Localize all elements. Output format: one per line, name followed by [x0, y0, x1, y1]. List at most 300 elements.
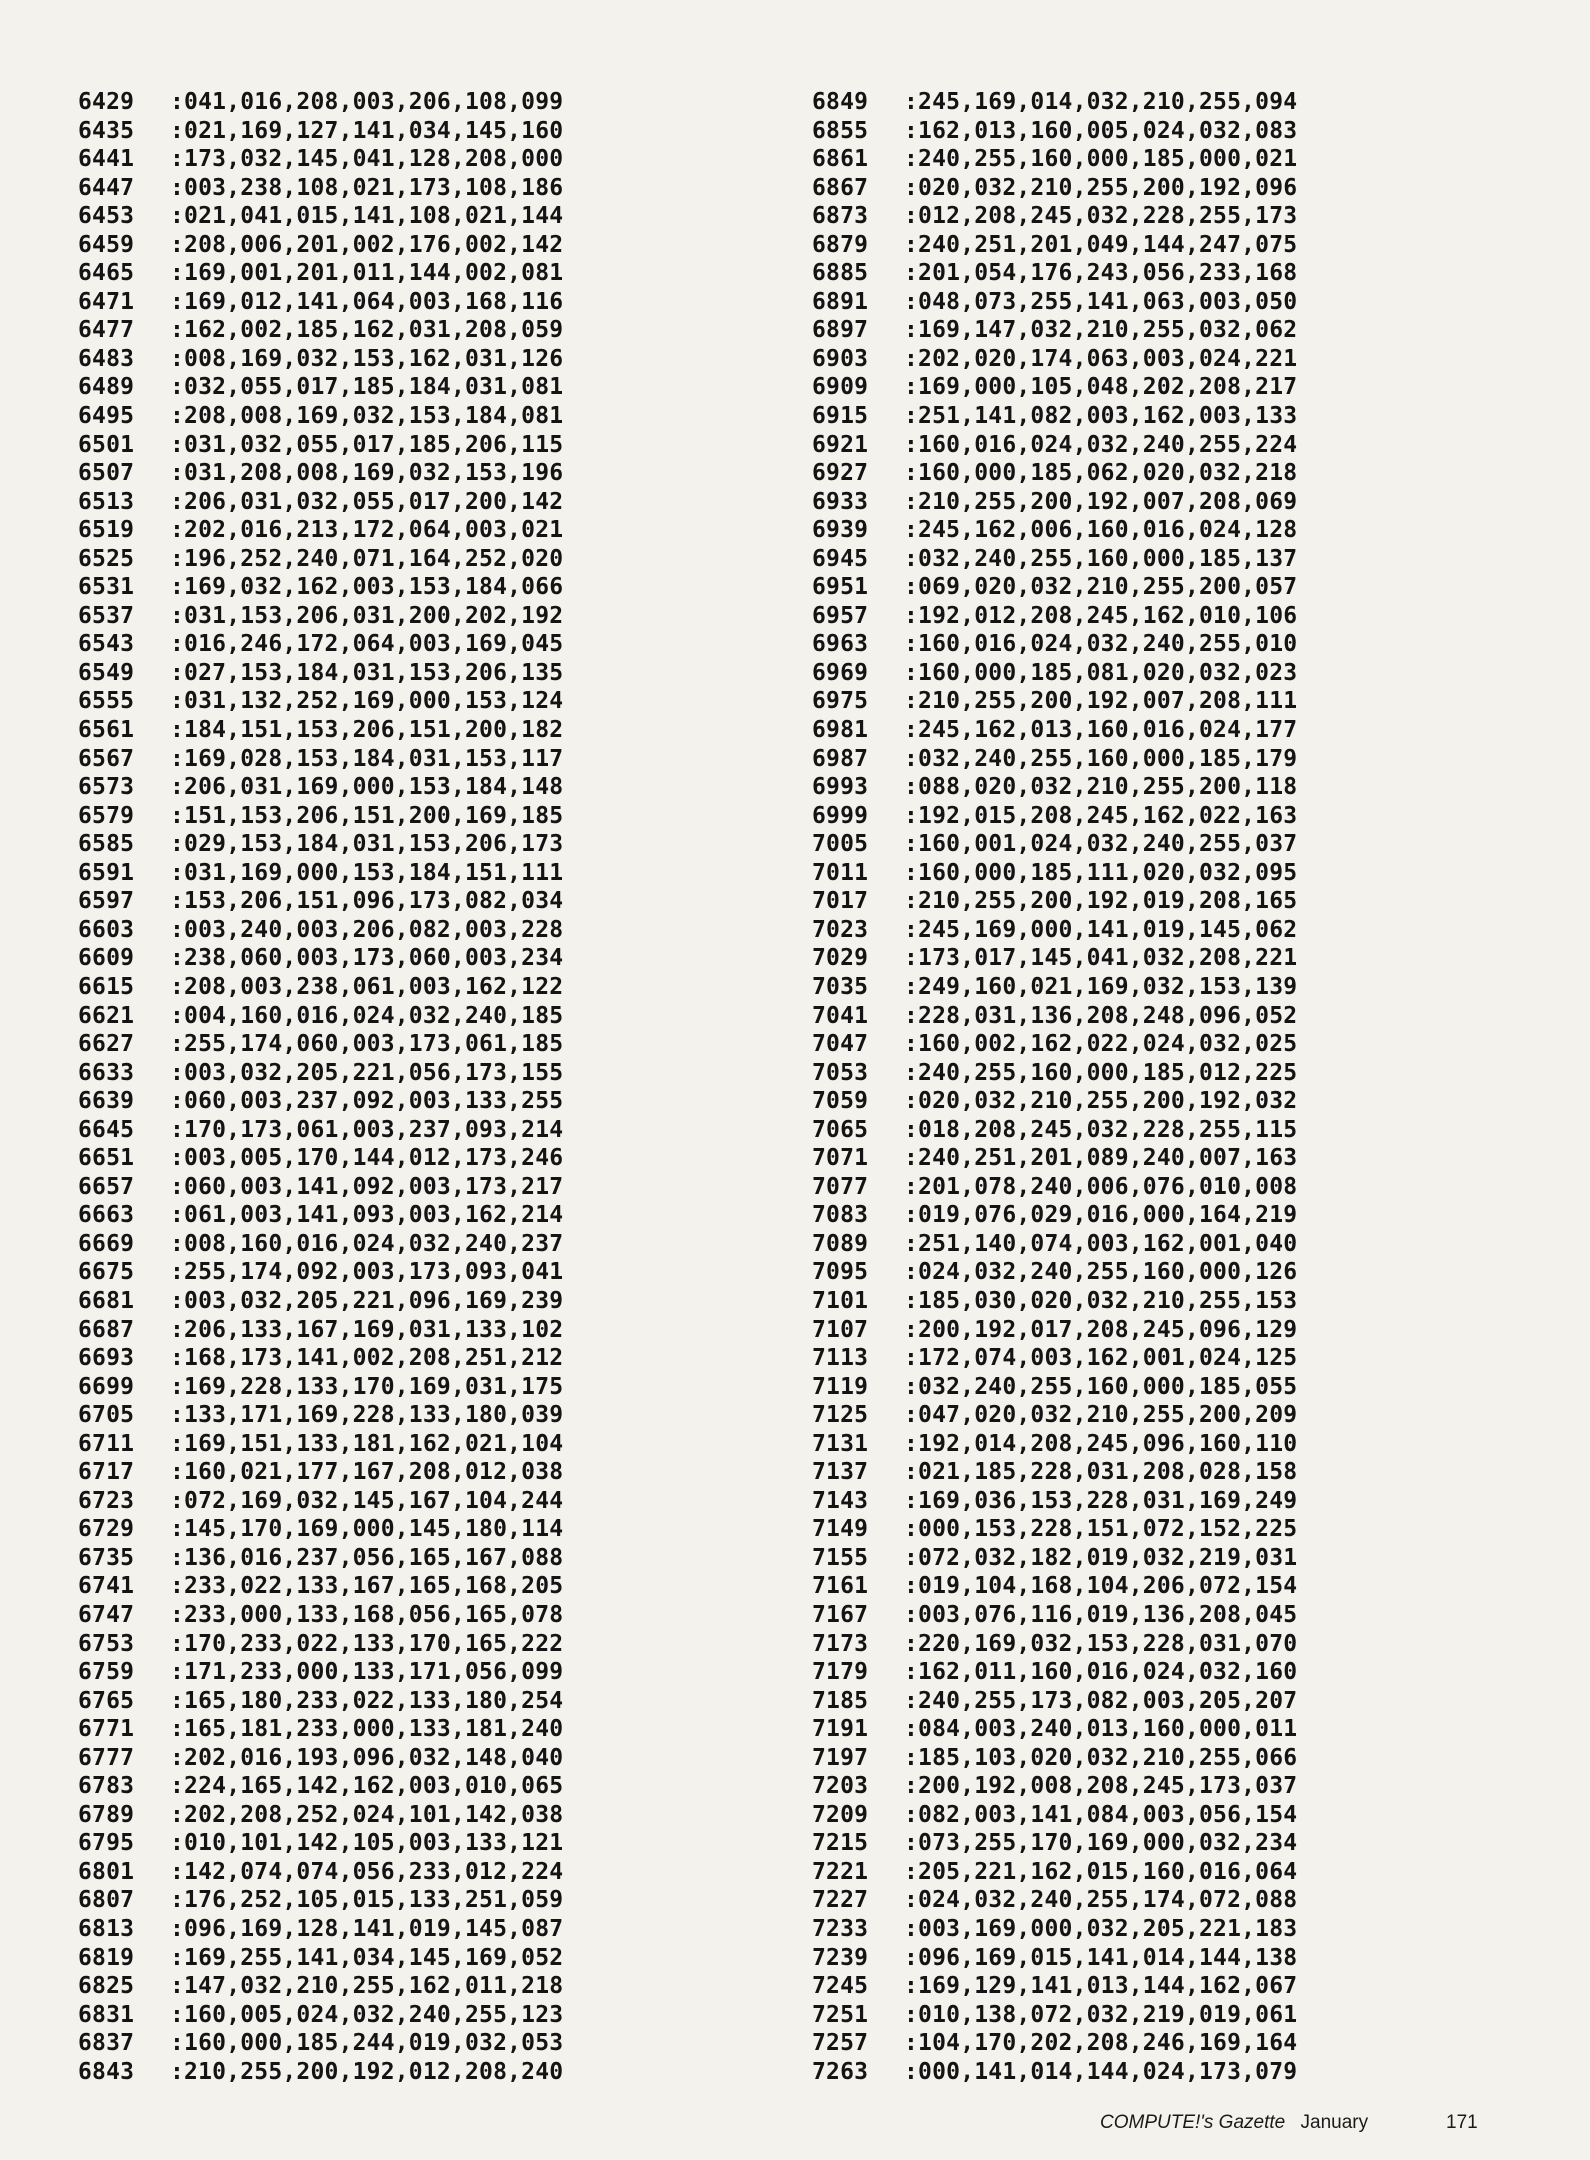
listing-line	[78, 1829, 563, 1858]
listing-line	[812, 2058, 1297, 2087]
line-number: 7137	[812, 1459, 869, 1486]
line-number: 6741	[78, 1573, 135, 1600]
listing-line	[812, 859, 1297, 888]
line-data: :210,255,200,192,012,208,240	[170, 2058, 564, 2085]
line-number: 6513	[78, 488, 135, 515]
line-number: 6795	[78, 1830, 135, 1857]
listing-line	[812, 1458, 1297, 1487]
line-data: :192,014,208,245,096,160,110	[904, 1430, 1298, 1457]
line-data: :153,206,151,096,173,082,034	[170, 888, 564, 915]
listing-line	[812, 288, 1297, 317]
line-number: 6675	[78, 1259, 135, 1286]
listing-line	[812, 259, 1297, 288]
line-number: 6813	[78, 1916, 135, 1942]
listing-line	[78, 602, 563, 631]
line-number: 6501	[78, 431, 135, 458]
line-data: :008,160,016,024,032,240,237	[170, 1230, 564, 1257]
line-data: :160,002,162,022,024,032,025	[904, 1031, 1298, 1058]
listing-line	[78, 859, 563, 888]
line-data: :170,233,022,133,170,165,222	[170, 1630, 564, 1657]
listing-line	[78, 1658, 563, 1687]
line-data: :200,192,008,208,245,173,037	[904, 1773, 1298, 1800]
line-data: :233,000,133,168,056,165,078	[170, 1601, 564, 1628]
line-data: :032,240,255,160,000,185,137	[904, 545, 1298, 572]
line-data: :208,008,169,032,153,184,081	[170, 403, 564, 430]
line-number: 7191	[812, 1716, 869, 1743]
line-data: :162,002,185,162,031,208,059	[170, 317, 564, 344]
line-data: :233,022,133,167,165,168,205	[170, 1573, 564, 1600]
line-data: :240,255,160,000,185,012,225	[904, 1059, 1298, 1086]
line-number: 7119	[812, 1373, 869, 1400]
listing-line	[78, 1572, 563, 1601]
line-data: :003,076,116,019,136,208,045	[904, 1601, 1298, 1628]
line-number: 7011	[812, 859, 869, 886]
listing-line	[78, 1744, 563, 1773]
line-number: 6963	[812, 631, 869, 658]
line-data: :255,174,092,003,173,093,041	[170, 1259, 564, 1286]
listing-line	[78, 402, 563, 431]
listing-line	[78, 1972, 563, 2001]
line-data: :184,151,153,206,151,200,182	[170, 717, 564, 744]
listing-line	[78, 1344, 563, 1373]
listing-line	[78, 88, 563, 117]
listing-line	[78, 488, 563, 517]
line-data: :019,104,168,104,206,072,154	[904, 1573, 1298, 1600]
line-number: 6843	[78, 2058, 135, 2085]
line-data: :173,032,145,041,128,208,000	[170, 146, 564, 173]
line-number: 6711	[78, 1430, 135, 1457]
line-data: :202,208,252,024,101,142,038	[170, 1801, 564, 1828]
line-data: :245,162,006,160,016,024,128	[904, 517, 1298, 544]
line-number: 6555	[78, 688, 135, 715]
listing-line	[78, 516, 563, 545]
line-data: :162,011,160,016,024,032,160	[904, 1659, 1298, 1686]
line-data: :160,005,024,032,240,255,123	[170, 2001, 564, 2028]
line-data: :228,031,136,208,248,096,052	[904, 1002, 1298, 1029]
listing-line	[812, 545, 1297, 574]
line-data: :084,003,240,013,160,000,011	[904, 1716, 1298, 1743]
line-number: 6735	[78, 1544, 135, 1571]
line-data: :032,240,255,160,000,185,055	[904, 1373, 1298, 1400]
line-number: 6627	[78, 1031, 135, 1058]
line-data: :019,076,029,016,000,164,219	[904, 1202, 1298, 1229]
line-data: :021,041,015,141,108,021,144	[170, 203, 564, 230]
line-data: :160,000,185,062,020,032,218	[904, 460, 1298, 487]
listing-line	[812, 1144, 1297, 1173]
line-number: 7041	[812, 1002, 869, 1029]
line-number: 7125	[812, 1402, 869, 1429]
line-number: 7029	[812, 945, 869, 972]
line-number: 6909	[812, 374, 869, 401]
listing-line	[812, 145, 1297, 174]
line-number: 7107	[812, 1316, 869, 1343]
line-number: 7023	[812, 916, 869, 943]
line-data: :072,032,182,019,032,219,031	[904, 1544, 1298, 1571]
line-data: :251,141,082,003,162,003,133	[904, 403, 1298, 430]
listing-line	[812, 1944, 1297, 1973]
listing-line	[812, 1715, 1297, 1744]
listing-line	[812, 516, 1297, 545]
line-data: :047,020,032,210,255,200,209	[904, 1402, 1298, 1429]
listing-line	[812, 1544, 1297, 1573]
line-data: :240,255,160,000,185,000,021	[904, 146, 1298, 173]
listing-line	[812, 1401, 1297, 1430]
line-data: :032,240,255,160,000,185,179	[904, 745, 1298, 772]
line-number: 7215	[812, 1830, 869, 1857]
line-number: 6633	[78, 1059, 135, 1086]
line-data: :210,255,200,192,007,208,069	[904, 488, 1298, 515]
listing-line	[812, 345, 1297, 374]
line-data: :003,005,170,144,012,173,246	[170, 1145, 564, 1172]
line-data: :021,169,127,141,034,145,160	[170, 117, 564, 144]
line-data: :003,032,205,221,056,173,155	[170, 1059, 564, 1086]
line-number: 6585	[78, 831, 135, 858]
line-number: 6465	[78, 260, 135, 287]
listing-line	[78, 1601, 563, 1630]
listing-line	[78, 973, 563, 1002]
line-data: :192,015,208,245,162,022,163	[904, 802, 1298, 829]
line-data: :176,252,105,015,133,251,059	[170, 1887, 564, 1914]
line-data: :145,170,169,000,145,180,114	[170, 1516, 564, 1543]
listing-line	[78, 2058, 563, 2087]
listing-line	[78, 1258, 563, 1287]
listing-line	[812, 117, 1297, 146]
listing-line	[812, 830, 1297, 859]
listing-line	[78, 1515, 563, 1544]
listing-line	[812, 488, 1297, 517]
listing-line	[78, 745, 563, 774]
line-data: :202,020,174,063,003,024,221	[904, 345, 1298, 372]
listing-line	[78, 1116, 563, 1145]
line-number: 6879	[812, 231, 869, 258]
line-number: 6669	[78, 1230, 135, 1257]
listing-line	[812, 716, 1297, 745]
line-data: :041,016,208,003,206,108,099	[170, 89, 564, 115]
line-number: 7263	[812, 2058, 869, 2085]
line-data: :160,000,185,081,020,032,023	[904, 659, 1298, 686]
listing-line	[812, 745, 1297, 774]
listing-line	[812, 1687, 1297, 1716]
line-number: 6945	[812, 545, 869, 572]
line-number: 6597	[78, 888, 135, 915]
listing-column-right	[812, 88, 1297, 2086]
line-number: 6903	[812, 345, 869, 372]
line-data: :069,020,032,210,255,200,057	[904, 574, 1298, 601]
line-data: :173,017,145,041,032,208,221	[904, 945, 1298, 972]
listing-line	[812, 973, 1297, 1002]
listing-line	[78, 1287, 563, 1316]
listing-line	[78, 117, 563, 146]
listing-line	[812, 887, 1297, 916]
line-data: :196,252,240,071,164,252,020	[170, 545, 564, 572]
line-number: 7197	[812, 1744, 869, 1771]
line-number: 6531	[78, 574, 135, 601]
listing-line	[78, 773, 563, 802]
line-number: 6897	[812, 317, 869, 344]
listing-line	[78, 1858, 563, 1887]
line-number: 7257	[812, 2030, 869, 2057]
listing-line	[78, 944, 563, 973]
line-data: :245,162,013,160,016,024,177	[904, 717, 1298, 744]
line-number: 6801	[78, 1858, 135, 1885]
line-data: :210,255,200,192,019,208,165	[904, 888, 1298, 915]
line-number: 6921	[812, 431, 869, 458]
line-number: 6723	[78, 1487, 135, 1514]
listing-line	[812, 402, 1297, 431]
line-number: 6447	[78, 174, 135, 201]
line-number: 6681	[78, 1287, 135, 1314]
line-data: :192,012,208,245,162,010,106	[904, 602, 1298, 629]
line-number: 6615	[78, 973, 135, 1000]
line-number: 6861	[812, 146, 869, 173]
listing-line	[812, 1316, 1297, 1345]
line-data: :088,020,032,210,255,200,118	[904, 774, 1298, 801]
line-number: 6579	[78, 802, 135, 829]
line-number: 6939	[812, 517, 869, 544]
line-number: 7239	[812, 1944, 869, 1971]
line-number: 6783	[78, 1773, 135, 1800]
listing-line	[78, 1059, 563, 1088]
line-data: :060,003,237,092,003,133,255	[170, 1088, 564, 1115]
line-data: :000,141,014,144,024,173,079	[904, 2058, 1298, 2085]
line-data: :170,173,061,003,237,093,214	[170, 1116, 564, 1143]
line-data: :200,192,017,208,245,096,129	[904, 1316, 1298, 1343]
listing-line	[78, 1230, 563, 1259]
listing-line	[812, 1858, 1297, 1887]
line-number: 6873	[812, 203, 869, 230]
listing-line	[78, 145, 563, 174]
line-data: :169,000,105,048,202,208,217	[904, 374, 1298, 401]
publication-name: COMPUTE!'s Gazette	[1100, 2112, 1286, 2133]
line-data: :003,032,205,221,096,169,239	[170, 1287, 564, 1314]
line-number: 6477	[78, 317, 135, 344]
line-number: 6693	[78, 1345, 135, 1372]
line-data: :031,208,008,169,032,153,196	[170, 460, 564, 487]
line-data: :206,031,169,000,153,184,148	[170, 774, 564, 801]
listing-line	[812, 573, 1297, 602]
listing-line	[812, 1430, 1297, 1459]
listing-line	[78, 1316, 563, 1345]
line-data: :016,246,172,064,003,169,045	[170, 631, 564, 658]
line-data: :245,169,000,141,019,145,062	[904, 916, 1298, 943]
listing-line	[812, 459, 1297, 488]
line-number: 6543	[78, 631, 135, 658]
line-number: 7017	[812, 888, 869, 915]
listing-line	[78, 373, 563, 402]
line-number: 6807	[78, 1887, 135, 1914]
line-number: 6891	[812, 288, 869, 315]
line-data: :003,169,000,032,205,221,183	[904, 1916, 1298, 1942]
line-number: 6717	[78, 1459, 135, 1486]
listing-line	[812, 630, 1297, 659]
line-number: 7227	[812, 1887, 869, 1914]
listing-line	[78, 2001, 563, 2030]
line-number: 6771	[78, 1716, 135, 1743]
listing-line	[812, 1201, 1297, 1230]
line-number: 6819	[78, 1944, 135, 1971]
line-number: 7167	[812, 1601, 869, 1628]
line-number: 6651	[78, 1145, 135, 1172]
line-data: :020,032,210,255,200,192,032	[904, 1088, 1298, 1115]
listing-line	[812, 1601, 1297, 1630]
line-data: :210,255,200,192,007,208,111	[904, 688, 1298, 715]
listing-line	[812, 916, 1297, 945]
listing-line	[812, 1344, 1297, 1373]
line-data: :169,028,153,184,031,153,117	[170, 745, 564, 772]
listing-line	[78, 1144, 563, 1173]
line-number: 6657	[78, 1173, 135, 1200]
line-data: :160,001,024,032,240,255,037	[904, 831, 1298, 858]
issue-month: January	[1300, 2112, 1369, 2133]
line-data: :255,174,060,003,173,061,185	[170, 1031, 564, 1058]
listing-line	[812, 202, 1297, 231]
line-number: 7233	[812, 1916, 869, 1942]
line-number: 6687	[78, 1316, 135, 1343]
line-number: 6753	[78, 1630, 135, 1657]
line-data: :010,138,072,032,219,019,061	[904, 2001, 1298, 2028]
line-data: :147,032,210,255,162,011,218	[170, 1973, 564, 2000]
line-number: 6591	[78, 859, 135, 886]
listing-line	[812, 1801, 1297, 1830]
line-number: 7035	[812, 973, 869, 1000]
line-number: 6495	[78, 403, 135, 430]
line-number: 6441	[78, 146, 135, 173]
listing-line	[812, 174, 1297, 203]
listing-line	[812, 1630, 1297, 1659]
line-number: 7173	[812, 1630, 869, 1657]
line-data: :202,016,193,096,032,148,040	[170, 1744, 564, 1771]
listing-line	[78, 1630, 563, 1659]
listing-line	[78, 288, 563, 317]
line-data: :061,003,141,093,003,162,214	[170, 1202, 564, 1229]
line-number: 6729	[78, 1516, 135, 1543]
line-number: 6567	[78, 745, 135, 772]
listing-line	[812, 1772, 1297, 1801]
line-data: :048,073,255,141,063,003,050	[904, 288, 1298, 315]
listing-line	[78, 1373, 563, 1402]
line-number: 6459	[78, 231, 135, 258]
line-data: :142,074,074,056,233,012,224	[170, 1858, 564, 1885]
listing-line	[812, 1829, 1297, 1858]
line-number: 6987	[812, 745, 869, 772]
line-number: 7095	[812, 1259, 869, 1286]
listing-line	[78, 887, 563, 916]
listing-line	[812, 773, 1297, 802]
line-number: 6837	[78, 2030, 135, 2057]
line-data: :220,169,032,153,228,031,070	[904, 1630, 1298, 1657]
listing-line	[78, 687, 563, 716]
listing-line	[78, 916, 563, 945]
line-number: 7251	[812, 2001, 869, 2028]
line-data: :165,181,233,000,133,181,240	[170, 1716, 564, 1743]
line-data: :000,153,228,151,072,152,225	[904, 1516, 1298, 1543]
line-data: :029,153,184,031,153,206,173	[170, 831, 564, 858]
line-data: :073,255,170,169,000,032,234	[904, 1830, 1298, 1857]
line-number: 7149	[812, 1516, 869, 1543]
line-number: 7077	[812, 1173, 869, 1200]
line-number: 6699	[78, 1373, 135, 1400]
line-number: 7059	[812, 1088, 869, 1115]
listing-line	[78, 573, 563, 602]
listing-line	[812, 1658, 1297, 1687]
line-number: 6609	[78, 945, 135, 972]
line-number: 7209	[812, 1801, 869, 1828]
line-number: 6519	[78, 517, 135, 544]
line-data: :031,032,055,017,185,206,115	[170, 431, 564, 458]
line-number: 6573	[78, 774, 135, 801]
line-data: :169,151,133,181,162,021,104	[170, 1430, 564, 1457]
line-data: :072,169,032,145,167,104,244	[170, 1487, 564, 1514]
line-data: :202,016,213,172,064,003,021	[170, 517, 564, 544]
line-data: :020,032,210,255,200,192,096	[904, 174, 1298, 201]
listing-line	[78, 1544, 563, 1573]
line-data: :031,153,206,031,200,202,192	[170, 602, 564, 629]
listing-line	[78, 231, 563, 260]
listing-line	[78, 1002, 563, 1031]
listing-line	[78, 2029, 563, 2058]
listing-line	[812, 1002, 1297, 1031]
line-number: 7071	[812, 1145, 869, 1172]
line-number: 7143	[812, 1487, 869, 1514]
line-data: :032,055,017,185,184,031,081	[170, 374, 564, 401]
line-number: 6429	[78, 89, 135, 115]
line-data: :240,255,173,082,003,205,207	[904, 1687, 1298, 1714]
listing-line	[812, 316, 1297, 345]
line-data: :160,000,185,111,020,032,095	[904, 859, 1298, 886]
line-data: :240,251,201,049,144,247,075	[904, 231, 1298, 258]
line-number: 6951	[812, 574, 869, 601]
listing-line	[812, 1287, 1297, 1316]
line-number: 7245	[812, 1973, 869, 2000]
line-data: :169,012,141,064,003,168,116	[170, 288, 564, 315]
line-data: :169,228,133,170,169,031,175	[170, 1373, 564, 1400]
line-data: :136,016,237,056,165,167,088	[170, 1544, 564, 1571]
line-number: 7005	[812, 831, 869, 858]
line-data: :185,103,020,032,210,255,066	[904, 1744, 1298, 1771]
listing-line	[78, 1030, 563, 1059]
listing-line	[812, 1373, 1297, 1402]
listing-line	[812, 1572, 1297, 1601]
line-data: :208,003,238,061,003,162,122	[170, 973, 564, 1000]
line-number: 6993	[812, 774, 869, 801]
listing-line	[812, 1258, 1297, 1287]
line-number: 6789	[78, 1801, 135, 1828]
line-data: :249,160,021,169,032,153,139	[904, 973, 1298, 1000]
listing-line	[78, 174, 563, 203]
line-data: :151,153,206,151,200,169,185	[170, 802, 564, 829]
line-data: :185,030,020,032,210,255,153	[904, 1287, 1298, 1314]
page-footer	[1100, 2112, 1478, 2134]
listing-line	[78, 1487, 563, 1516]
line-number: 6663	[78, 1202, 135, 1229]
page-number: 171	[1446, 2112, 1478, 2133]
line-data: :012,208,245,032,228,255,173	[904, 203, 1298, 230]
line-number: 6975	[812, 688, 869, 715]
listing-line	[78, 716, 563, 745]
line-data: :060,003,141,092,003,173,217	[170, 1173, 564, 1200]
listing-line	[78, 1886, 563, 1915]
line-number: 7203	[812, 1773, 869, 1800]
line-data: :172,074,003,162,001,024,125	[904, 1345, 1298, 1372]
listing-line	[78, 345, 563, 374]
listing-line	[812, 1030, 1297, 1059]
line-number: 6645	[78, 1116, 135, 1143]
listing-line	[78, 1772, 563, 1801]
line-data: :169,032,162,003,153,184,066	[170, 574, 564, 601]
line-number: 7083	[812, 1202, 869, 1229]
line-data: :165,180,233,022,133,180,254	[170, 1687, 564, 1714]
line-number: 6849	[812, 89, 869, 115]
